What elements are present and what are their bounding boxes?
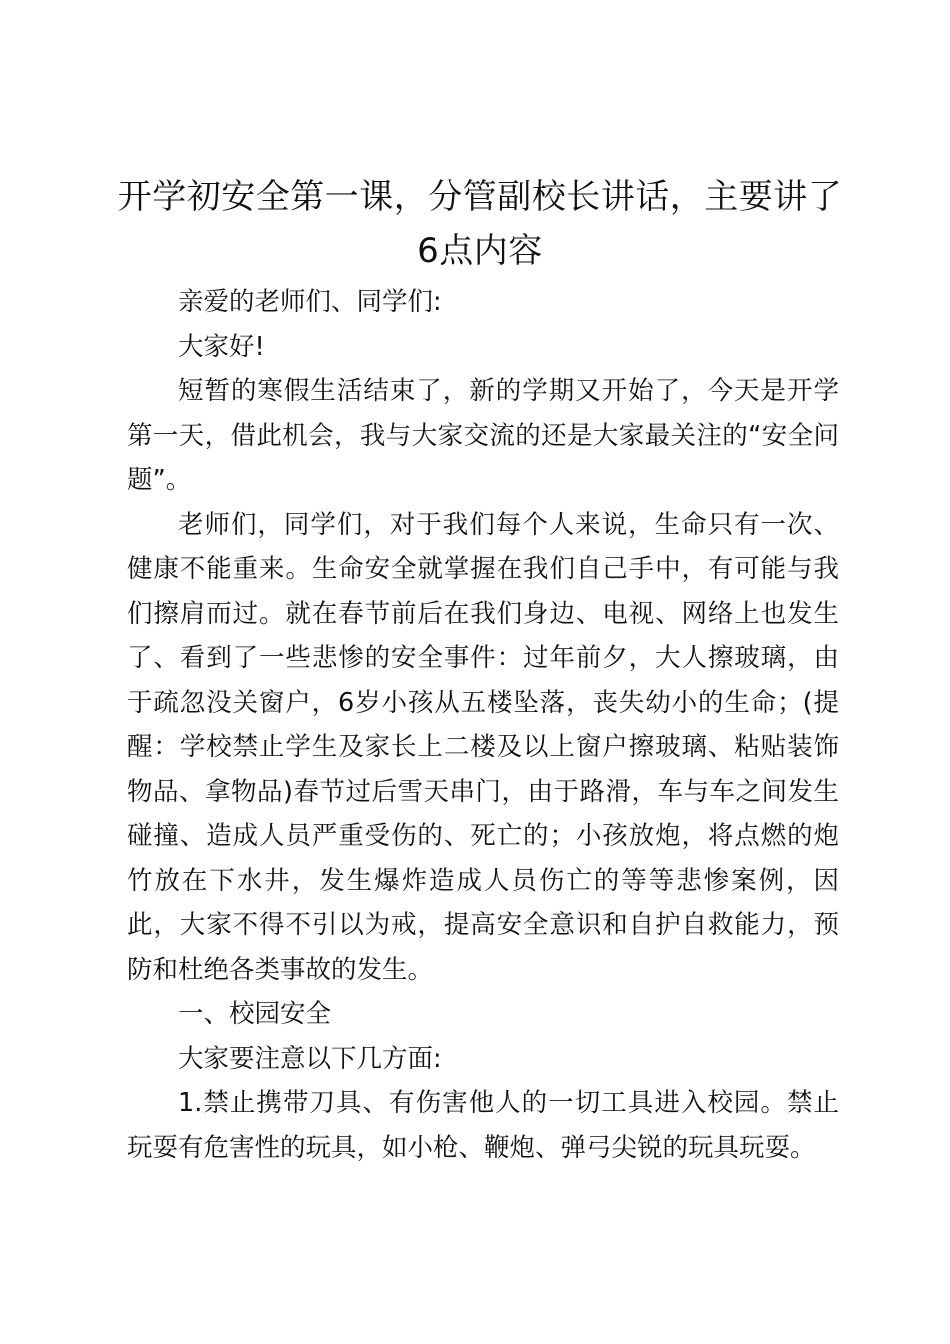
- rule-1-paragraph: 1.禁止携带刀具、有伤害他人的一切工具进入校园。禁止玩耍有危害性的玩具，如小枪、鞭炮、弹弓尖锐的玩具玩耍。: [127, 1088, 839, 1163]
- section-heading-campus-safety: 一、校园安全: [178, 999, 332, 1029]
- notice-intro-paragraph: 大家要注意以下几方面:: [178, 1043, 442, 1074]
- salutation-paragraph: 大家好!: [178, 331, 265, 362]
- document-body: [127, 280, 839, 1170]
- safety-events-paragraph: 老师们，同学们，对于我们每个人来说，生命只有一次、健康不能重来。生命安全就掌握在我们自己手中，有可能与我们擦肩而过。就在春节前后在我们身边、电视、网络上也发生了、看到了一些悲惨的安全事件：过年前夕，大人擦玻璃，由于疏忽没关窗户，6岁小孩从五楼坠落，丧失幼小的生命；(提醒：学校禁止学生及家长上二楼及以上窗户擦玻璃、粘贴装饰物品、拿物品)春节过后雪天串门，由于路滑，车与车之间发生碰撞、造成人员严重受伤的、死亡的；小孩放炮，将点燃的炮竹放在下水井，发生爆炸造成人员伤亡的等等悲惨案例，因此，大家不得不引以为戒，提高安全意识和自护自救能力，预防和杜绝各类事故的发生。: [127, 509, 839, 985]
- intro-paragraph: 短暂的寒假生活结束了，新的学期又开始了，今天是开学第一天，借此机会，我与大家交流的还是大家最关注的“安全问题”。: [127, 376, 839, 495]
- greeting-paragraph: 亲爱的老师们、同学们:: [178, 287, 442, 317]
- document-title: 开学初安全第一课，分管副校长讲话，主要讲了6点内容: [117, 177, 843, 271]
